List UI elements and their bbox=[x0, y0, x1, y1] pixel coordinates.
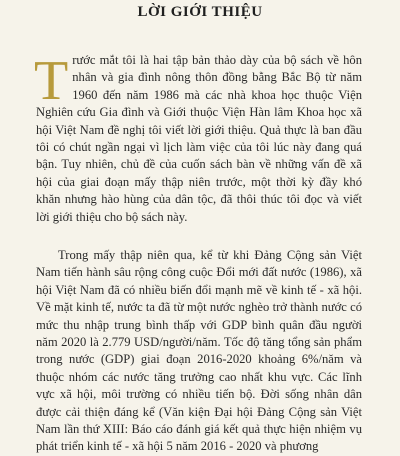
page-title: LỜI GIỚI THIỆU bbox=[137, 4, 263, 20]
intro-paragraph-2: Trong mấy thập niên qua, kể từ khi Đảng Cộng sản Việt Nam tiến hành sâu rộng công cuộc Đổi mới đất nước (1986), xã hội Việt Nam đã có nhiều biến đổi mạnh mẽ về kinh tế - xã hội. Về mặt kinh tế, nước ta đã từ một nước nghèo trở thành nước có mức thu nhập trung bình thấp với GDP bình quân đầu người năm 2020 là 2.779 USD/người/năm. Tốc độ tăng tổng sản phẩm trong nước (GDP) giai đoạn 2016-2020 khoảng 6%/năm và thuộc nhóm các nước tăng trưởng cao nhất khu vực. Các lĩnh vực xã hội, môi trường có nhiều tiến bộ. Đời sống nhân dân được cải thiện đáng kể (Văn kiện Đại hội Đảng Cộng sản Việt Nam lần thứ XIII: Báo cáo đánh giá kết quả thực hiện nhiệm vụ phát triển kinh tế - xã hội 5 năm 2016 - 2020 và phương bbox=[36, 248, 362, 454]
paragraph-1-text: rước mắt tôi là hai tập bản thảo dày của bộ sách về hôn nhân và gia đình nông thôn đồng bằng Bắc Bộ từ năm 1960 đến năm 1986 mà các nhà khoa học thuộc Viện Nghiên cứu Gia đình và Giới thuộc Viện Hàn lâm Khoa học xã hội Việt Nam đề nghị tôi viết lời giới thiệu. Quả thực là ban đầu tôi có chút ngần ngại vì lịch làm việc của tôi lúc này đang quá bận. Tuy nhiên, chủ đề của cuốn sách bàn về những vấn đề xã hội của giai đoạn mấy thập niên trước, một thời kỳ đầy khó khăn nhưng hào hùng của dân tộc, đã thôi thúc tôi đọc và viết lời giới thiệu cho bộ sách này. bbox=[36, 53, 362, 224]
intro-paragraph-1 bbox=[36, 52, 362, 226]
drop-cap-letter: T bbox=[34, 50, 69, 112]
